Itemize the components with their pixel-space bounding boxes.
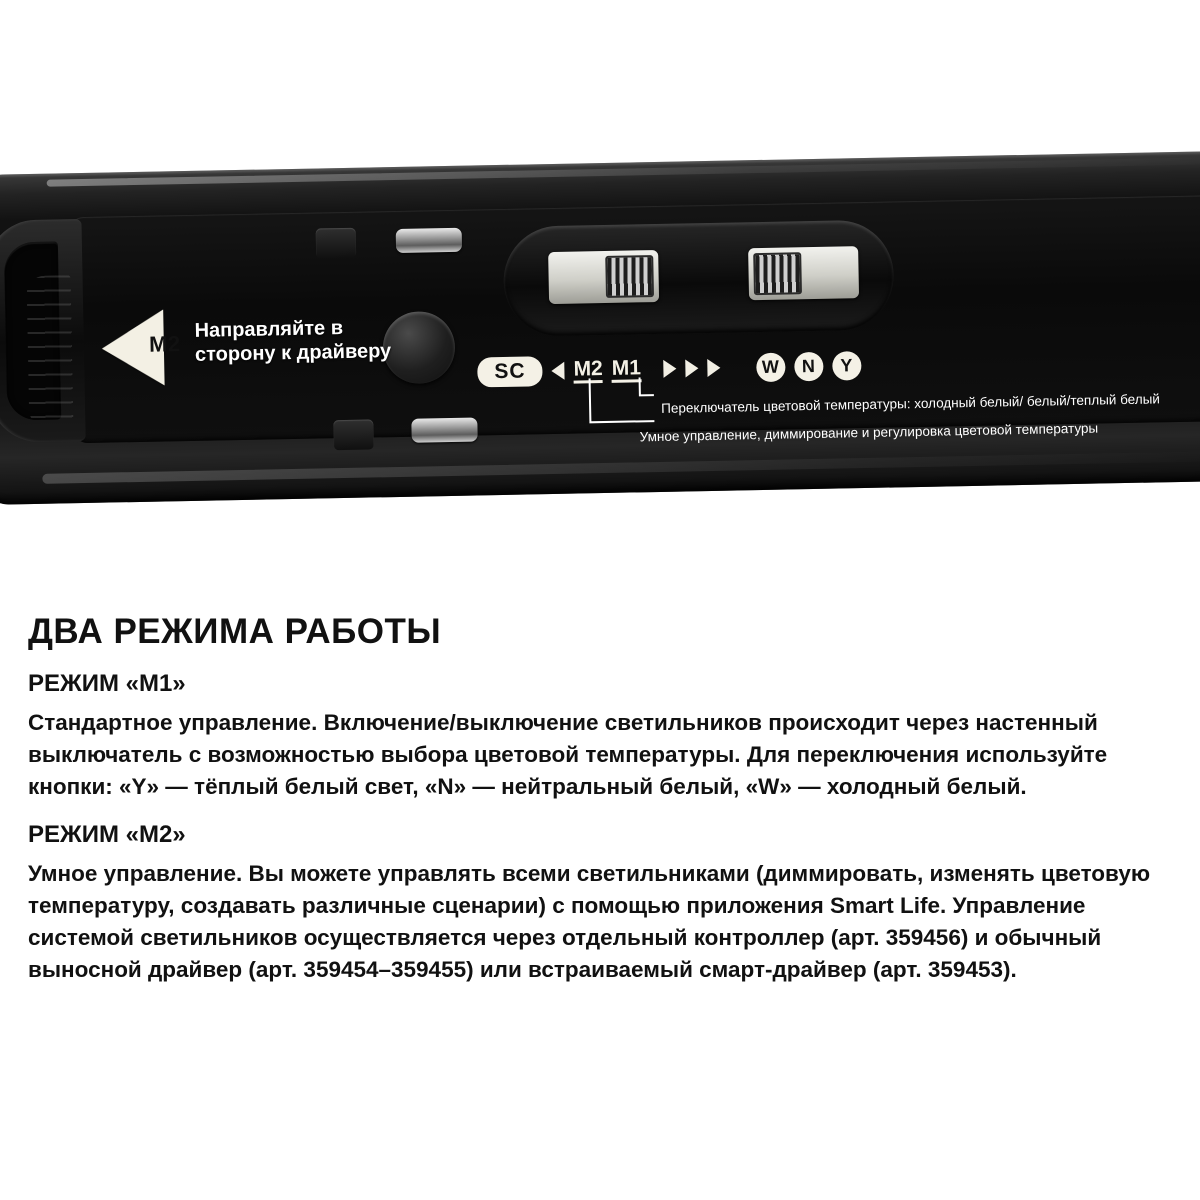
page-title: ДВА РЕЖИМА РАБОТЫ [28, 612, 442, 651]
label-sc: SC [477, 356, 543, 387]
arrow-right-icon-3 [707, 359, 720, 377]
label-n: N [794, 351, 824, 381]
direction-arrow-label: M2 [148, 331, 181, 357]
dip-switch-mode-slider[interactable] [605, 255, 654, 298]
led-track-profile [0, 151, 1200, 535]
label-m2: M2 [573, 358, 603, 384]
mode-m2-title: РЕЖИМ «M2» [28, 820, 186, 848]
arrow-left-icon [551, 362, 564, 380]
dip-switch-temperature[interactable] [748, 246, 859, 300]
dip-switch-bay [503, 219, 895, 336]
mounting-screw-top [316, 228, 357, 259]
end-cap-ribs [26, 275, 73, 428]
direction-caption: Направляйте в сторону к драйверу [194, 317, 392, 367]
track-end-cap [0, 219, 86, 443]
label-m1: M1 [612, 357, 642, 383]
mode-m1-text: Стандартное управление. Включение/выключение светильников происходит через настенный выключатель с возможностью выбора цветовой температуры. Для переключения используйте кнопки: «Y» — тёплый белый свет, «N» — нейтральный белый, «W» — холодный белый. [28, 710, 1108, 799]
callout-smart-control: Умное управление, диммирование и регулировка цветовой температуры [639, 420, 1099, 445]
arrow-right-icon-2 [685, 359, 698, 377]
callout-group [576, 367, 1177, 449]
end-cap-slot [4, 241, 61, 420]
metal-contact-bottom [411, 417, 477, 442]
mode-m1-title: РЕЖИМ «M1» [28, 670, 186, 697]
description-section [28, 612, 1178, 986]
metal-contact-top [396, 228, 462, 253]
dip-switch-mode[interactable] [548, 250, 659, 304]
label-w: W [756, 352, 786, 382]
dip-switch-temperature-slider[interactable] [753, 252, 802, 295]
mounting-screw-bottom [333, 419, 374, 450]
label-y: Y [832, 351, 862, 381]
arrow-right-icon-1 [663, 360, 676, 378]
mode-m2-text: Умное управление. Вы можете управлять всеми светильниками (диммировать, изменять цветовую температуру, создавать различные сценарии) с помощью приложения Smart Life. Управление системой светильников осуществляется через отдельный контроллер (арт. 359456) и обычный выносной драйвер (арт. 359454–359455) или встраиваемый смарт-драйвер (арт. 359453). [28, 860, 1151, 982]
callout-temperature-switch: Переключатель цветовой температуры: холодный белый/ белый/теплый белый [661, 391, 1161, 416]
